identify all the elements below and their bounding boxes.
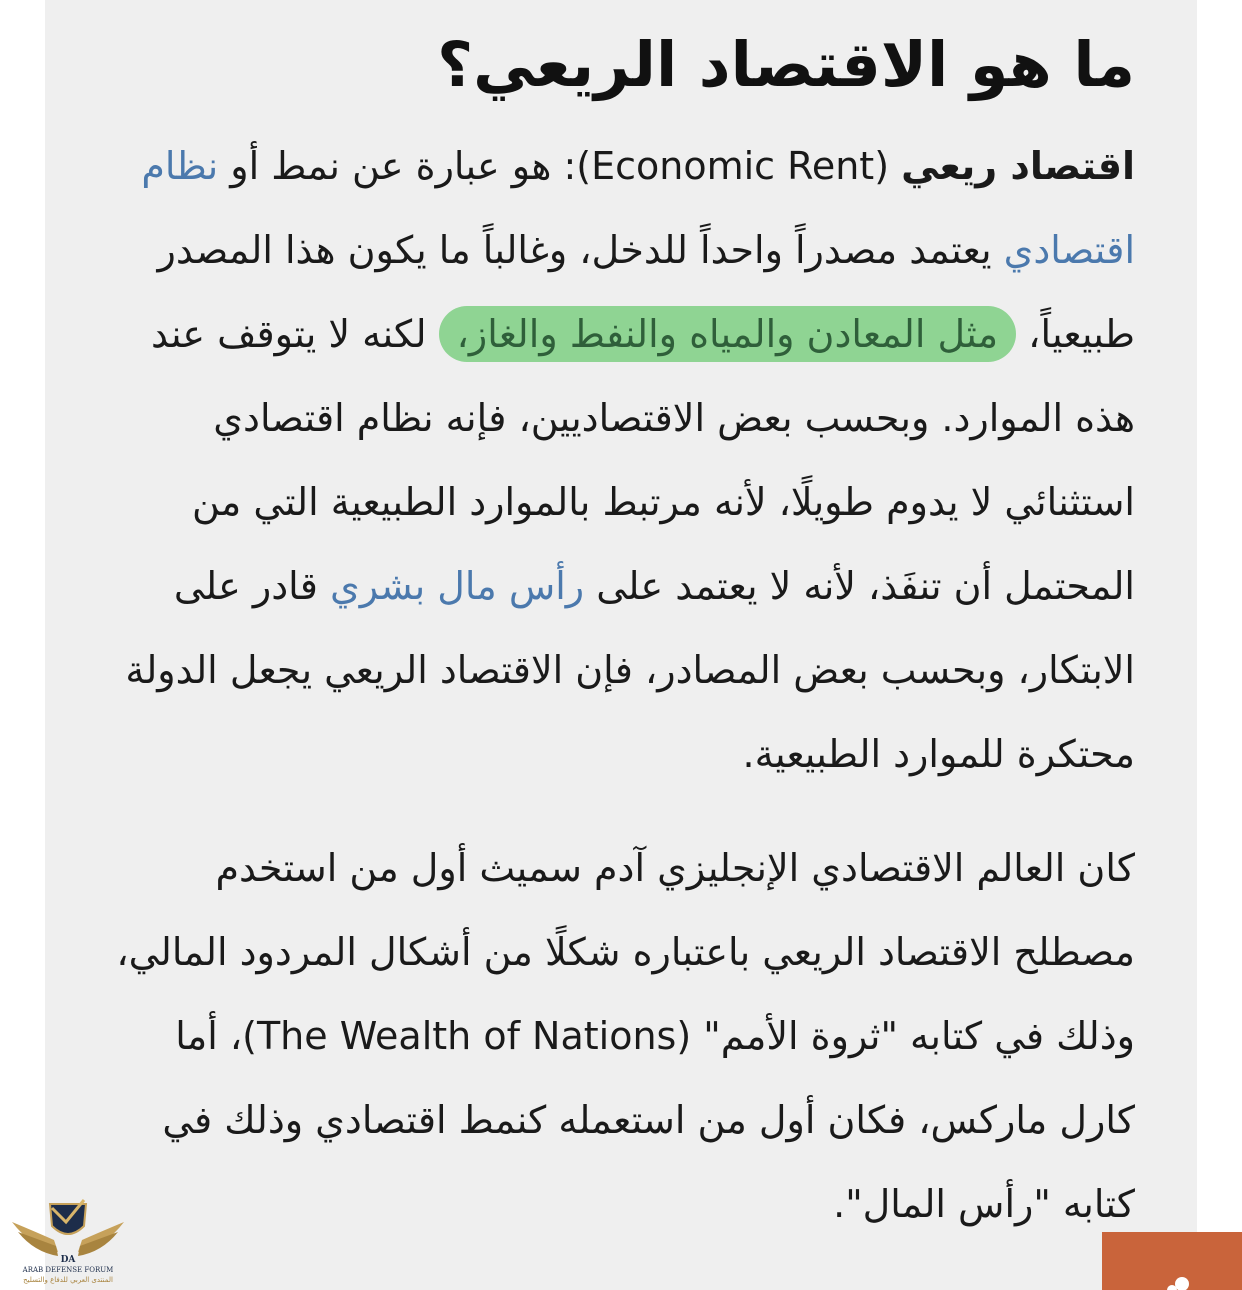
book-title-english: The Wealth of Nations xyxy=(256,1014,677,1058)
term-en-open: ( xyxy=(874,144,902,188)
paragraph-history xyxy=(100,826,1135,1246)
paragraph-text: كان العالم الاقتصادي الإنجليزي آدم سميث أول من استخدم مصطلح الاقتصاد الريعي باعتباره شكلًا من أشكال المردود المالي، وذلك في كتابه "ثروة الأمم" ( xyxy=(116,846,1135,1058)
term-bold: اقتصاد ريعي xyxy=(901,144,1135,188)
article-title: ما هو الاقتصاد الريعي؟ xyxy=(437,28,1135,101)
link-human-capital[interactable]: رأس مال بشري xyxy=(329,564,585,608)
paragraph-text: لكنه لا يتوقف عند هذه الموارد. وبحسب بعض الاقتصاديين، فإنه نظام اقتصادي استثنائي لا يدوم طويلًا، لأنه مرتبط بالموارد الطبيعية التي من المحتمل أن تنفَذ، لأنه لا يعتمد على xyxy=(151,312,1135,608)
term-english: Economic Rent xyxy=(591,144,875,188)
highlighted-text: مثل المعادن والمياه والنفط والغاز، xyxy=(439,306,1016,362)
forum-watermark-logo xyxy=(6,1192,130,1288)
watermark-name-english: ARAB DEFENSE FORUM xyxy=(22,1266,114,1274)
paragraph-text: )، أما كارل ماركس، فكان أول من استعمله كنمط اقتصادي وذلك في كتابه "رأس المال". xyxy=(162,1014,1135,1226)
term-en-close: ): هو عبارة عن نمط أو xyxy=(218,144,592,188)
share-icon xyxy=(1102,1232,1242,1290)
article xyxy=(100,20,1135,1246)
watermark-name-arabic: المنتدى العربي للدفاع والتسليح xyxy=(23,1276,113,1284)
link-economic-system[interactable]: نظام اقتصادي xyxy=(141,144,1135,272)
eagle-emblem-icon xyxy=(6,1192,130,1288)
paragraph-text: قادر على الابتكار، وبحسب بعض المصادر، فإن الاقتصاد الريعي يجعل الدولة محتكرة للموارد الطبيعية. xyxy=(125,564,1135,776)
paragraph-text: يعتمد مصدراً واحداً للدخل، وغالباً ما يكون هذا المصدر طبيعياً، xyxy=(157,228,1135,356)
watermark-logo-letters: DA xyxy=(60,1255,76,1265)
floating-action-button[interactable] xyxy=(1102,1232,1242,1290)
paragraph-definition xyxy=(100,124,1135,796)
